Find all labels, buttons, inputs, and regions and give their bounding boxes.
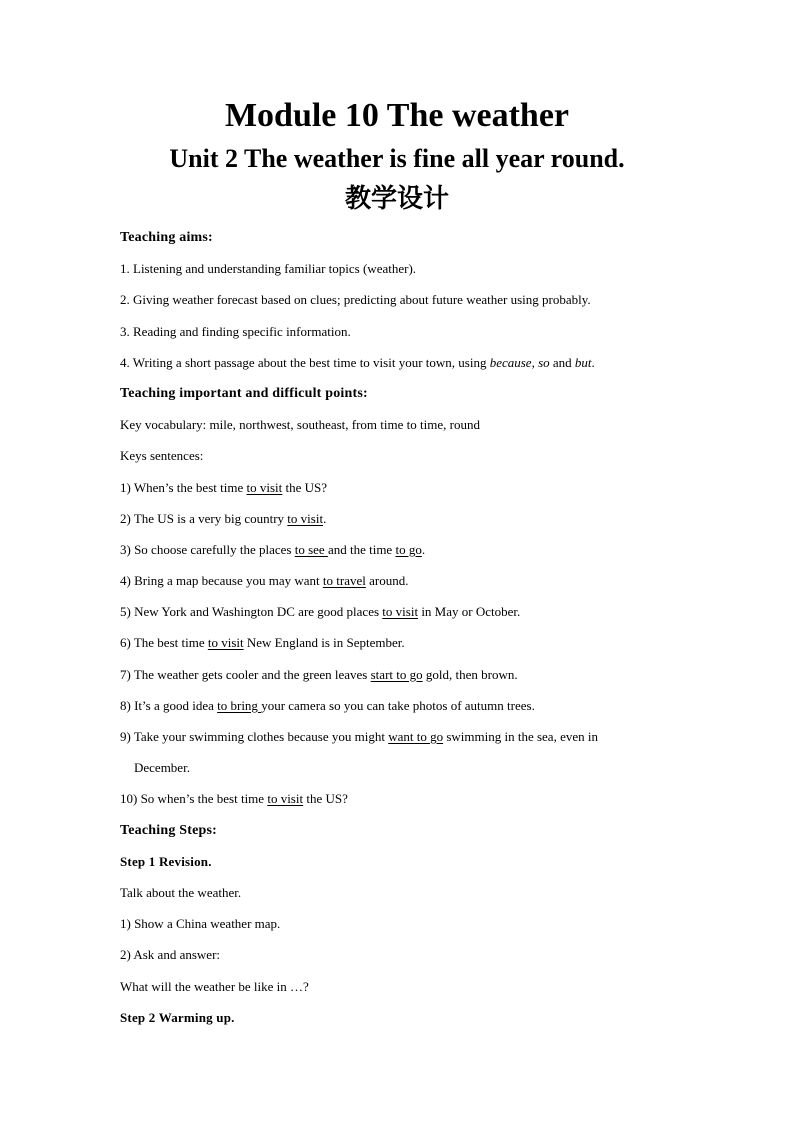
aim-item-3: 3. Reading and finding specific information.	[120, 323, 351, 339]
key-sentence-2	[120, 503, 680, 534]
sentence-underline: start to go	[370, 666, 423, 682]
design-title: 教学设计	[344, 184, 449, 214]
sentence-underline: to bring	[217, 697, 262, 713]
sentence-text: 9) Take your swimming clothes because you might	[120, 729, 389, 744]
key-sentence-6	[120, 627, 680, 658]
aim-item-4-text: 4. Writing a short passage about the best time to visit your town, using	[120, 354, 490, 370]
aim-item-2: 2. Giving weather forecast based on clues; predicting about future weather using probably.	[120, 292, 591, 308]
key-sentence-8	[120, 690, 680, 721]
sentence-text: 2) The US is a very big country	[120, 510, 288, 526]
sentence-underline: to go	[395, 541, 422, 557]
sentence-text: 8) It’s a good idea	[120, 697, 218, 713]
important-points-heading: Teaching important and difficult points:	[120, 385, 368, 401]
sentence-text: 5) New York and Washington DC are good places	[120, 604, 383, 620]
sentence-text: .	[421, 541, 426, 557]
key-sentence-9	[120, 721, 680, 752]
sentence-text: swimming in the sea, even in	[443, 729, 598, 744]
sentence-text: New England is in September.	[243, 635, 405, 651]
sentence-text: around.	[365, 573, 409, 589]
aim-item-4	[120, 347, 680, 378]
sentence-text: 1) When’s the best time	[120, 479, 247, 495]
sentence-text: 4) Bring a map because you may want	[120, 573, 323, 589]
sentence-underline: to see	[294, 541, 328, 557]
sentence-text: your camera so you can take photos of autumn trees.	[261, 697, 535, 713]
sentence-text: 10) So when’s the best time	[120, 791, 268, 807]
sentence-text: 7) The weather gets cooler and the green leaves	[120, 666, 371, 682]
sentence-text: the US?	[303, 791, 348, 807]
sentence-text: 3) So choose carefully the places	[120, 541, 295, 557]
sentence-text: the US?	[282, 479, 328, 495]
teaching-steps-heading: Teaching Steps:	[120, 822, 218, 838]
sentence-underline: to visit	[382, 604, 419, 620]
key-sentence-9-continued: December.	[134, 760, 190, 776]
sentence-underline: to visit	[267, 791, 304, 807]
sentence-text: in May or October.	[418, 604, 521, 620]
key-sentences-label: Keys sentences:	[120, 448, 204, 464]
aim-item-1: 1. Listening and understanding familiar topics (weather).	[120, 261, 417, 277]
sentence-underline: to visit	[246, 479, 283, 495]
key-vocabulary: Key vocabulary: mile, northwest, southeast, from time to time, round	[120, 417, 480, 433]
sentence-underline: to travel	[322, 573, 366, 589]
step-1-ask-answer: 2) Ask and answer:	[120, 947, 221, 963]
step-1-talk: Talk about the weather.	[120, 884, 242, 900]
sentence-text: gold, then brown.	[422, 666, 518, 682]
keyword-because: because,	[489, 354, 535, 370]
keyword-so: so	[538, 354, 550, 370]
document-body	[120, 222, 680, 1033]
step-1-question: What will the weather be like in …?	[120, 978, 309, 994]
aim-item-4-and: and	[549, 354, 575, 370]
key-sentence-1	[120, 472, 680, 503]
key-sentence-3	[120, 534, 680, 565]
sentence-underline: want to go	[388, 729, 444, 744]
sentence-text: .	[323, 510, 327, 526]
key-sentence-7	[120, 659, 680, 690]
unit-title: Unit 2 The weather is fine all year round.	[169, 144, 625, 173]
key-sentence-5	[120, 596, 680, 627]
step-2-heading: Step 2 Warming up.	[120, 1009, 235, 1025]
module-title: Module 10 The weather	[224, 97, 570, 134]
sentence-text: 6) The best time	[120, 635, 208, 651]
step-1-show-map: 1) Show a China weather map.	[120, 916, 281, 932]
keyword-but: but	[574, 354, 592, 370]
aim-item-4-end: .	[591, 354, 595, 370]
key-sentence-4	[120, 565, 680, 596]
key-sentence-10	[120, 783, 680, 814]
step-1-heading: Step 1 Revision.	[120, 853, 212, 869]
sentence-underline: to visit	[287, 510, 324, 526]
sentence-text: and the time	[327, 541, 396, 557]
teaching-aims-heading: Teaching aims:	[120, 230, 213, 245]
sentence-underline: to visit	[207, 635, 244, 651]
